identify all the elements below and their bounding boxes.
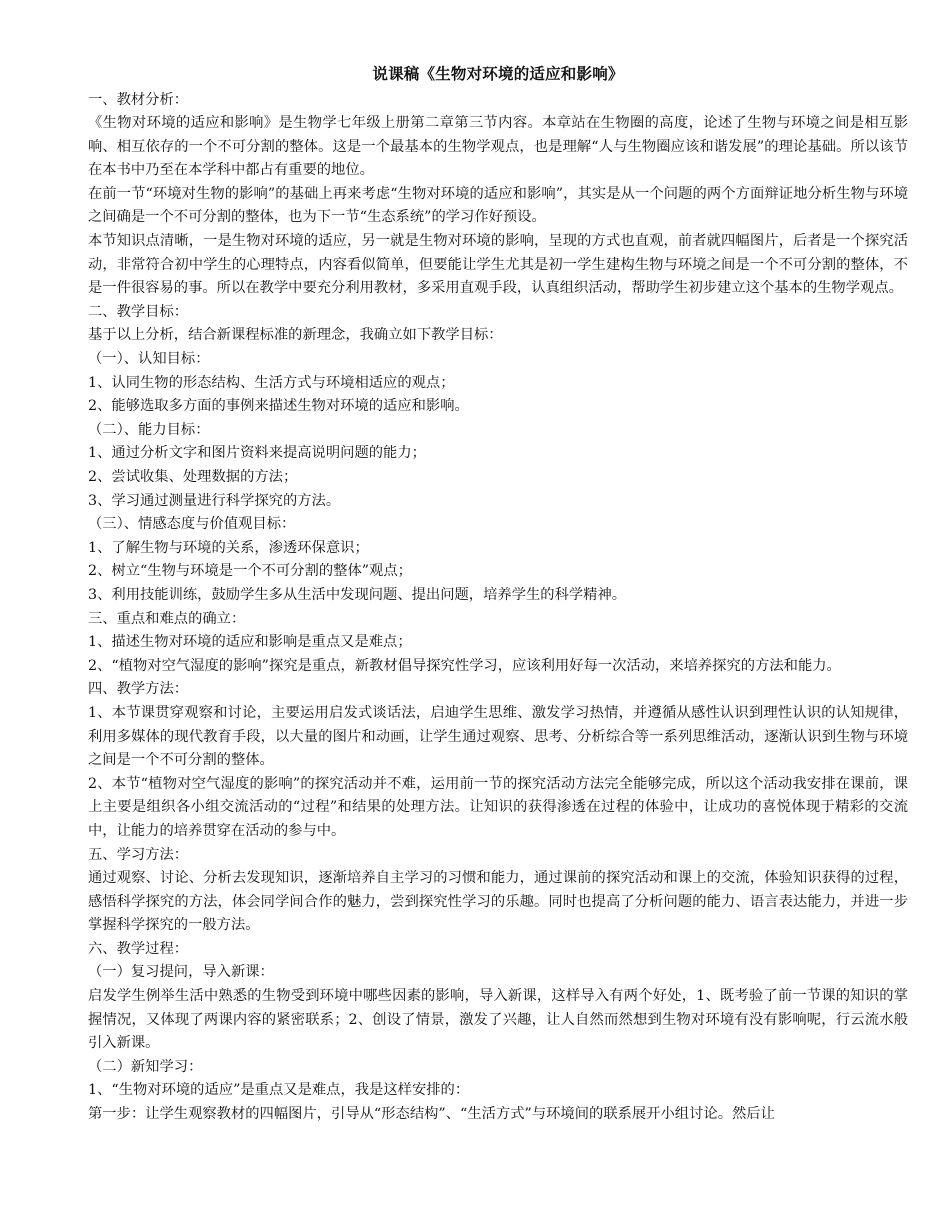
list-item: 1、了解生物与环境的关系，渗透环保意识； [88, 539, 369, 556]
section-heading: 四、教学方法： [88, 681, 189, 698]
list-item: 2、能够选取多方面的事例来描述生物对环境的适应和影响。 [88, 398, 469, 415]
subsection-heading: （三）、情感态度与价值观目标： [88, 516, 296, 533]
paragraph: 《生物对环境的适应和影响》是生物学七年级上册第二章第三节内容。本章站在生物圈的高度，论述了生物与环境之间是相互影响、相互依存的一个不可分割的整体。这是一个最基本的生物学观点，也是理解“人与生物圈应该和谐发展”的理论基础。所以该节在本书中乃至在本学科中都占有重要的地位。 [88, 115, 908, 179]
section-heading: 三、重点和难点的确立： [88, 610, 246, 627]
list-item: 1、通过分析文字和图片资料来提高说明问题的能力； [88, 445, 426, 462]
list-item: 2、树立“生物与环境是一个不可分割的整体”观点； [88, 563, 412, 580]
list-item: 2、本节“植物对空气湿度的影响”的探究活动并不难，运用前一节的探究活动方法完全能够完成，所以这个活动我安排在课前，课上主要是组织各小组交流活动的“过程”和结果的处理方法。让知识的获得渗透在过程的体验中，让成功的喜悦体现于精彩的交流中，让能力的培养贯穿在活动的参与中。 [88, 775, 908, 839]
subsection-heading: （一）复习提问，导入新课： [88, 964, 274, 981]
paragraph: 通过观察、讨论、分析去发现知识，逐渐培养自主学习的习惯和能力，通过课前的探究活动和课上的交流，体验知识获得的过程，感悟科学探究的方法，体会同学间合作的魅力，尝到探究性学习的乐趣。同时也提高了分析问题的能力、语言表达能力，并进一步掌握科学探究的一般方法。 [88, 870, 908, 934]
list-item: 2、“植物对空气湿度的影响”探究是重点，新教材倡导探究性学习，应该利用好每一次活动，来培养探究的方法和能力。 [88, 657, 841, 674]
list-item: 1、本节课贯穿观察和讨论，主要运用启发式谈话法，启迪学生思维、激发学习热情，并遵循从感性认识到理性认识的认知规律，利用多媒体的现代教育手段，以大量的图片和动画，让学生通过观察、思考、分析综合等一系列思维活动，逐渐认识到生物与环境之间是一个不可分割的整体。 [88, 704, 908, 769]
subsection-heading: （二）、能力目标： [88, 421, 210, 438]
paragraph: 第一步：让学生观察教材的四幅图片，引导从“形态结构”、“生活方式”与环境间的联系展开小组讨论。然后让 [88, 1106, 775, 1123]
list-item: 1、认同生物的形态结构、生活方式与环境相适应的观点； [88, 374, 455, 391]
list-item: 3、学习通过测量进行科学探究的方法。 [88, 492, 341, 509]
paragraph: 启发学生例举生活中熟悉的生物受到环境中哪些因素的影响，导入新课，这样导入有两个好处，1、既考验了前一节课的知识的掌握情况，又体现了两课内容的紧密联系；2、创设了情景，激发了兴趣，让人自然而然想到生物对环境有没有影响呢，行云流水般引入新课。 [88, 988, 908, 1052]
section-heading: 二、教学目标： [88, 303, 189, 320]
section-heading: 六、教学过程： [88, 940, 189, 957]
paragraph: 在前一节“环境对生物的影响”的基础上再来考虑“生物对环境的适应和影响”，其实是从一个问题的两个方面辩证地分析生物与环境之间确是一个不可分割的整体，也为下一节“生态系统”的学习作好预设。 [88, 185, 908, 226]
list-item: 1、描述生物对环境的适应和影响是重点又是难点； [88, 634, 412, 651]
section-heading: 一、教材分析： [88, 91, 189, 108]
document-title: 说课稿《生物对环境的适应和影响》 [372, 64, 624, 83]
paragraph: 基于以上分析，结合新课程标准的新理念，我确立如下教学目标： [88, 327, 503, 344]
subsection-heading: （二）新知学习： [88, 1058, 203, 1075]
list-item: 2、尝试收集、处理数据的方法； [88, 469, 298, 485]
list-item: 3、利用技能训练，鼓励学生多从生活中发现问题、提出问题，培养学生的科学精神。 [88, 586, 627, 603]
section-heading: 五、学习方法： [88, 846, 189, 863]
subsection-heading: （一）、认知目标： [88, 351, 210, 368]
document-page [88, 62, 908, 1127]
paragraph: 本节知识点清晰，一是生物对环境的适应，另一就是生物对环境的影响，呈现的方式也直观，前者就四幅图片，后者是一个探究活动，非常符合初中学生的心理特点，内容看似简单，但要能让学生尤其是初一学生建构生物与环境之间是一个不可分割的整体，不是一件很容易的事。所以在教学中要充分利用教材，多采用直观手段，认真组织活动，帮助学生初步建立这个基本的生物学观点。 [88, 233, 908, 297]
list-item: 1、“生物对环境的适应”是重点又是难点，我是这样安排的： [88, 1082, 470, 1099]
